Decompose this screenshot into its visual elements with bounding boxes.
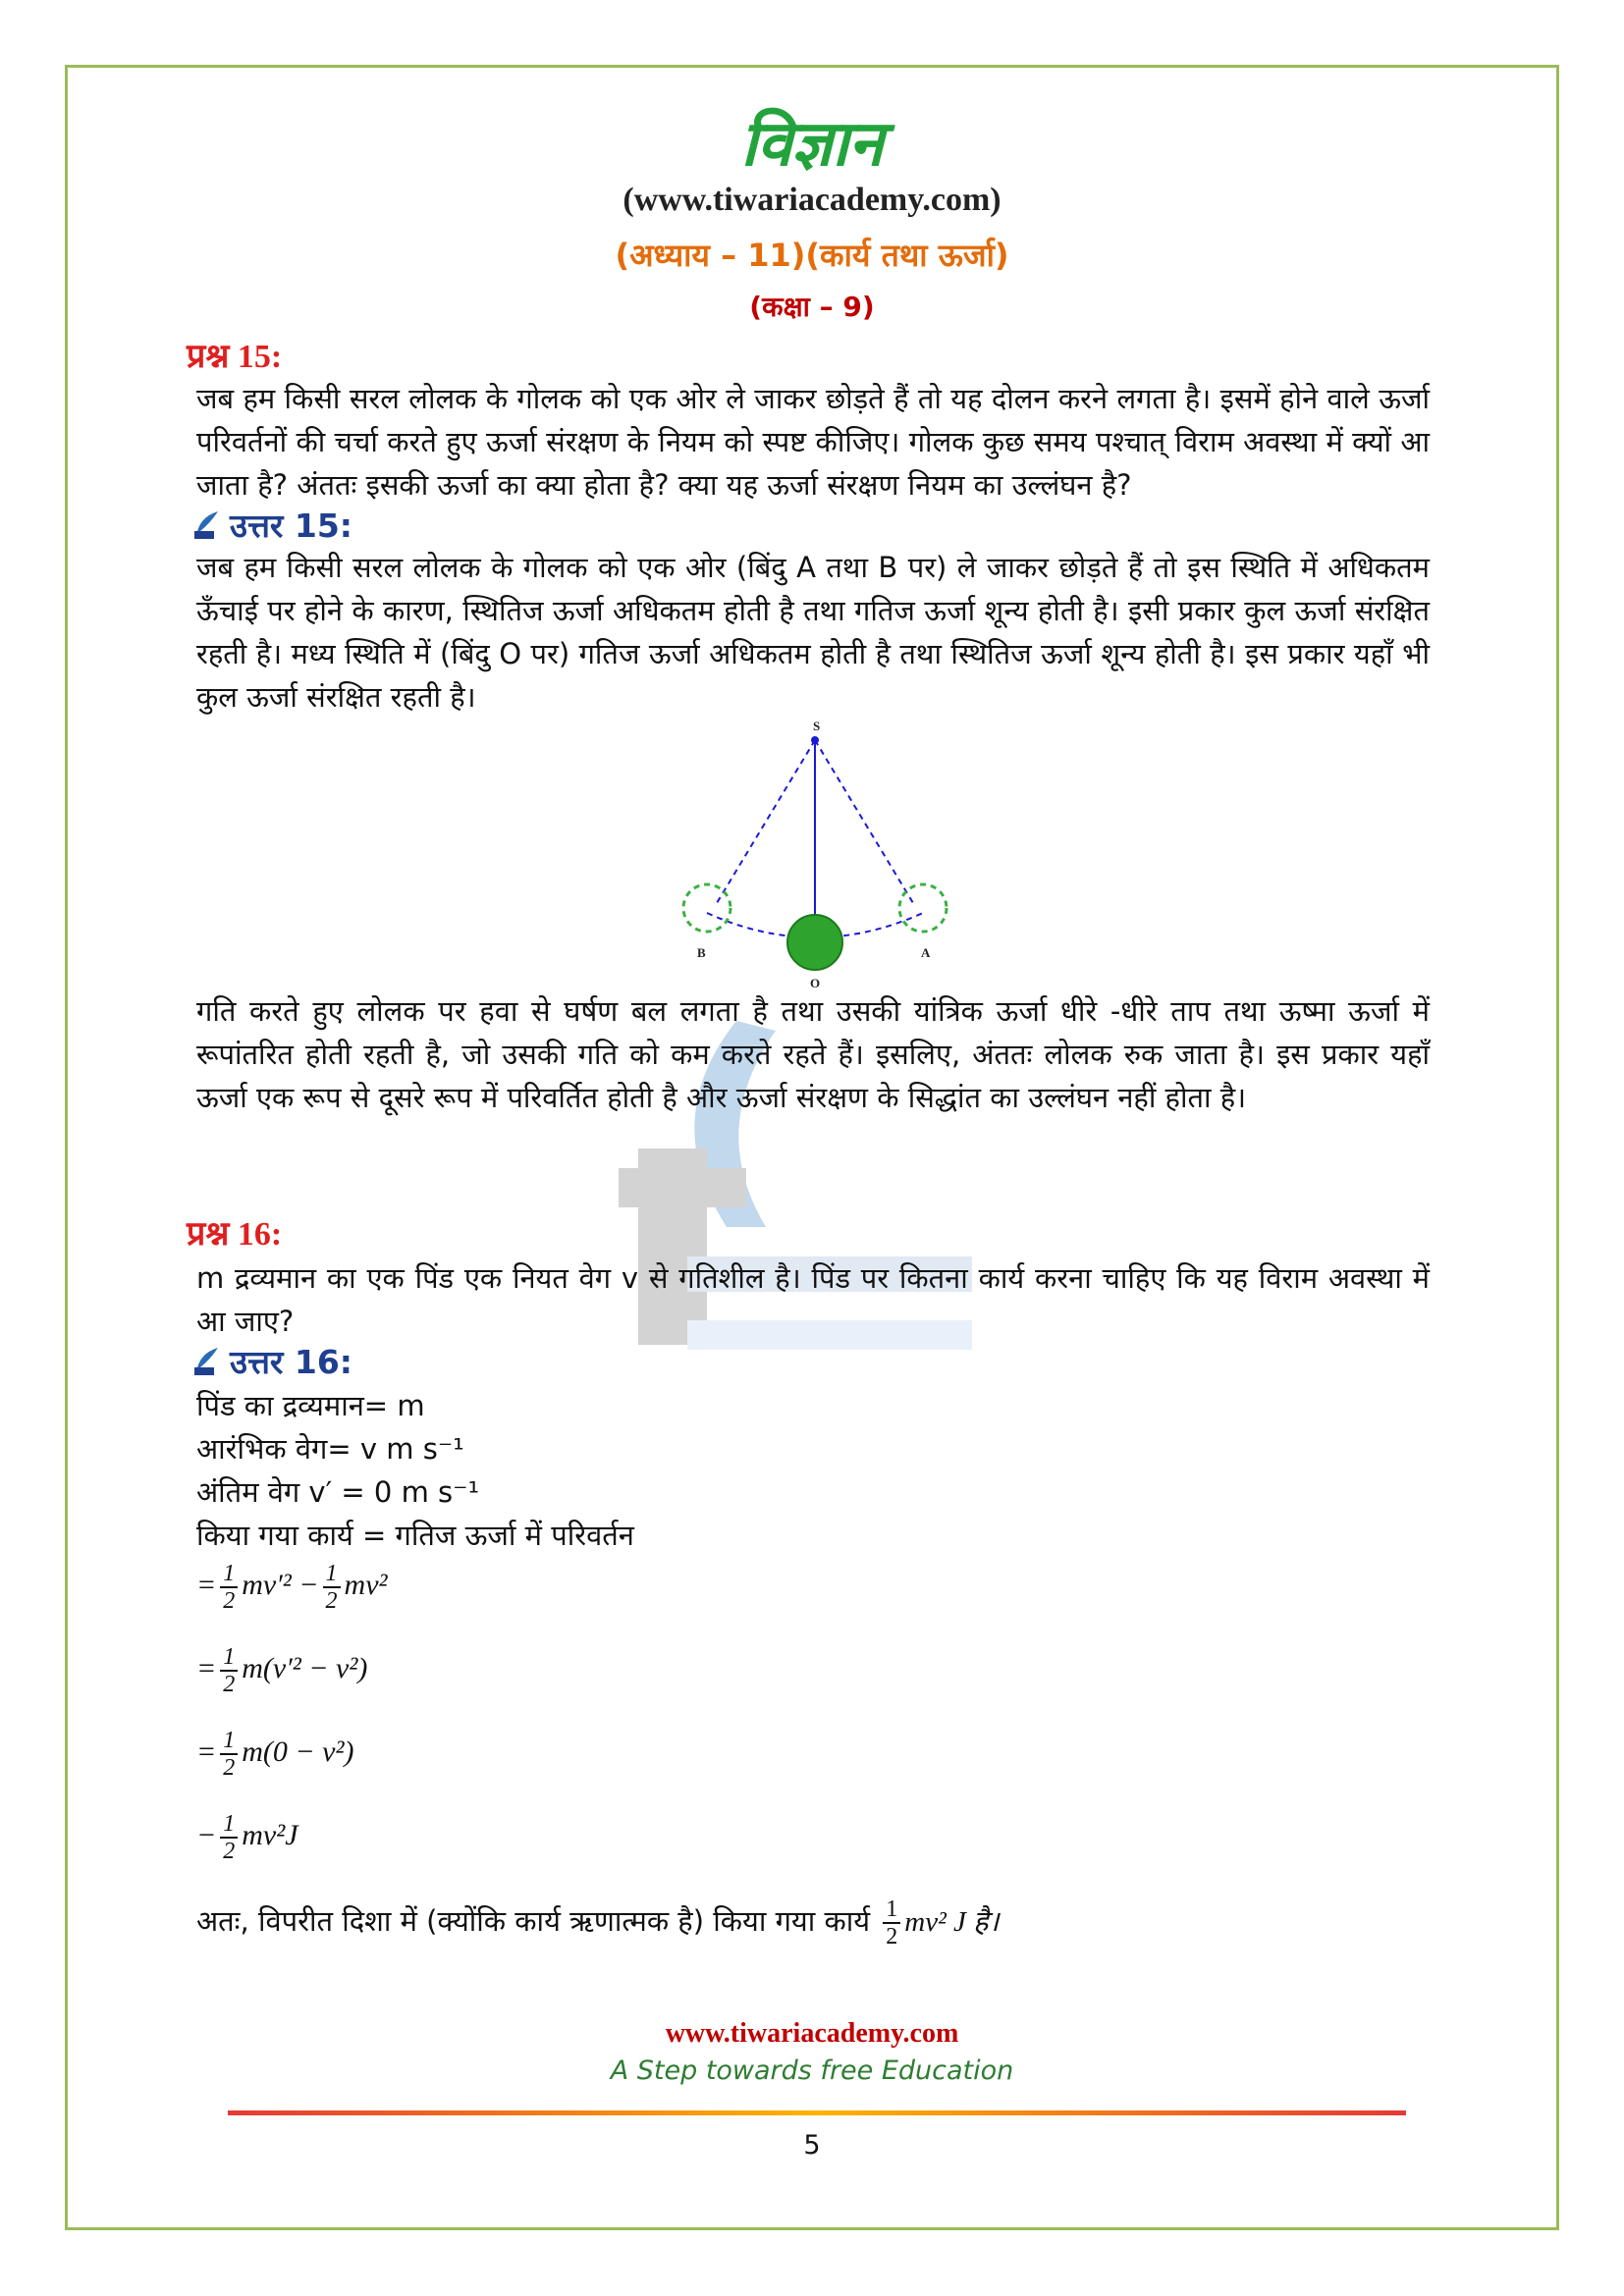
label-a: A (921, 945, 931, 960)
label-b: B (697, 945, 706, 960)
pendulum-diagram (668, 717, 962, 991)
right-string-path (815, 740, 913, 903)
equation-1: = $\frac{1}{2}$ mv′² − $\frac{1}{2}$ mv² (196, 1561, 388, 1614)
final-velocity-line: अंतिम वेग v′ = 0 m s⁻¹ (196, 1475, 480, 1509)
answer-15-label: उत्तर 15: (230, 507, 352, 545)
answer-15-text-2: गति करते हुए लोलक पर हवा से घर्षण बल लगता है तथा उसकी यांत्रिक ऊर्जा धीरे -धीरे ताप तथा ऊष्मा ऊर्जा में रूपांतरित होती रहती है, जो उसकी गति को कम करते रहते हैं। इसलिए, अंततः लोलक रुक जाता है। इस प्रकार यहाँ ऊर्जा एक रूप से दूसरे रूप में परिवर्तित होती है और ऊर्जा संरक्षण के सिद्धांत का उल्लंघन नहीं होता है। (196, 994, 1430, 1114)
page-title: विज्ञान (740, 108, 884, 181)
site-url[interactable]: (www.tiwariacademy.com) (623, 182, 1001, 218)
answer-16-conclusion: अतः, विपरीत दिशा में (क्योंकि कार्य ऋणात्मक है) किया गया कार्य $\frac{1}{2}$ mv² J है। (196, 1896, 1000, 1949)
answer-15-text-1: जब हम किसी सरल लोलक के गोलक को एक ओर (बिंदु A तथा B पर) ले जाकर छोड़ते हैं तो इस स्थिति में अधिकतम ऊँचाई पर होने के कारण, स्थितिज ऊर्जा अधिकतम होती है तथा गतिज ऊर्जा शून्य होती है। इसी प्रकार कुल ऊर्जा संरक्षित रहती है। मध्य स्थिति में (बिंदु O पर) गतिज ऊर्जा अधिकतम होती है तथा स्थितिज ऊर्जा शून्य होती है। इस प्रकार यहाँ भी कुल ऊर्जा संरक्षित रहती है। (196, 551, 1430, 714)
question-16-text: m द्रव्यमान का एक पिंड एक नियत वेग v से गतिशील है। पिंड पर कितना कार्य करना चाहिए कि यह विराम अवस्था में आ जाए? (196, 1261, 1430, 1338)
equation-3: = $\frac{1}{2}$ m(0 − v²) (196, 1728, 354, 1781)
answer-16-label: उत्तर 16: (230, 1343, 352, 1381)
question-16-heading: प्रश्न 16: (187, 1216, 283, 1253)
footer-url[interactable]: www.tiwariacademy.com (665, 2018, 959, 2049)
question-15-heading: प्रश्न 15: (187, 339, 283, 375)
class-label: (कक्षा – 9) (749, 291, 875, 323)
answer-16-heading (192, 1339, 352, 1383)
answer-15-heading (192, 503, 352, 547)
footer-divider (228, 2110, 1406, 2115)
tiwari-feather-icon (192, 1346, 220, 1377)
work-done-line: किया गया कार्य = गतिज ऊर्जा में परिवर्तन (196, 1519, 634, 1552)
mass-line: पिंड का द्रव्यमान= m (196, 1389, 425, 1422)
left-string-path (717, 740, 815, 903)
label-o: O (810, 976, 821, 990)
initial-velocity-line: आरंभिक वेग= v m s⁻¹ (196, 1432, 464, 1466)
bob-position-a (899, 884, 947, 932)
page-number: 5 (803, 2130, 821, 2161)
question-15-text: जब हम किसी सरल लोलक के गोलक को एक ओर ले जाकर छोड़ते हैं तो यह दोलन करने लगता है। इसमें होने वाले ऊर्जा परिवर्तनों की चर्चा करते हुए ऊर्जा संरक्षण के नियम को स्पष्ट कीजिए। गोलक कुछ समय पश्चात् विराम अवस्था में क्यों आ जाता है? अंततः इसकी ऊर्जा का क्या होता है? क्या यह ऊर्जा संरक्षण नियम का उल्लंघन है? (196, 382, 1430, 502)
equation-4: − $\frac{1}{2}$ mv²J (196, 1811, 298, 1864)
footer-tagline: A Step towards free Education (610, 2056, 1014, 2086)
label-s: S (813, 719, 821, 733)
tiwari-feather-icon (192, 509, 220, 541)
chapter-heading: (अध्याय – 11)(कार्य तथा ऊर्जा) (615, 237, 1009, 274)
pendulum-bob (787, 915, 842, 970)
equation-2: = $\frac{1}{2}$ m(v′² − v²) (196, 1644, 368, 1697)
